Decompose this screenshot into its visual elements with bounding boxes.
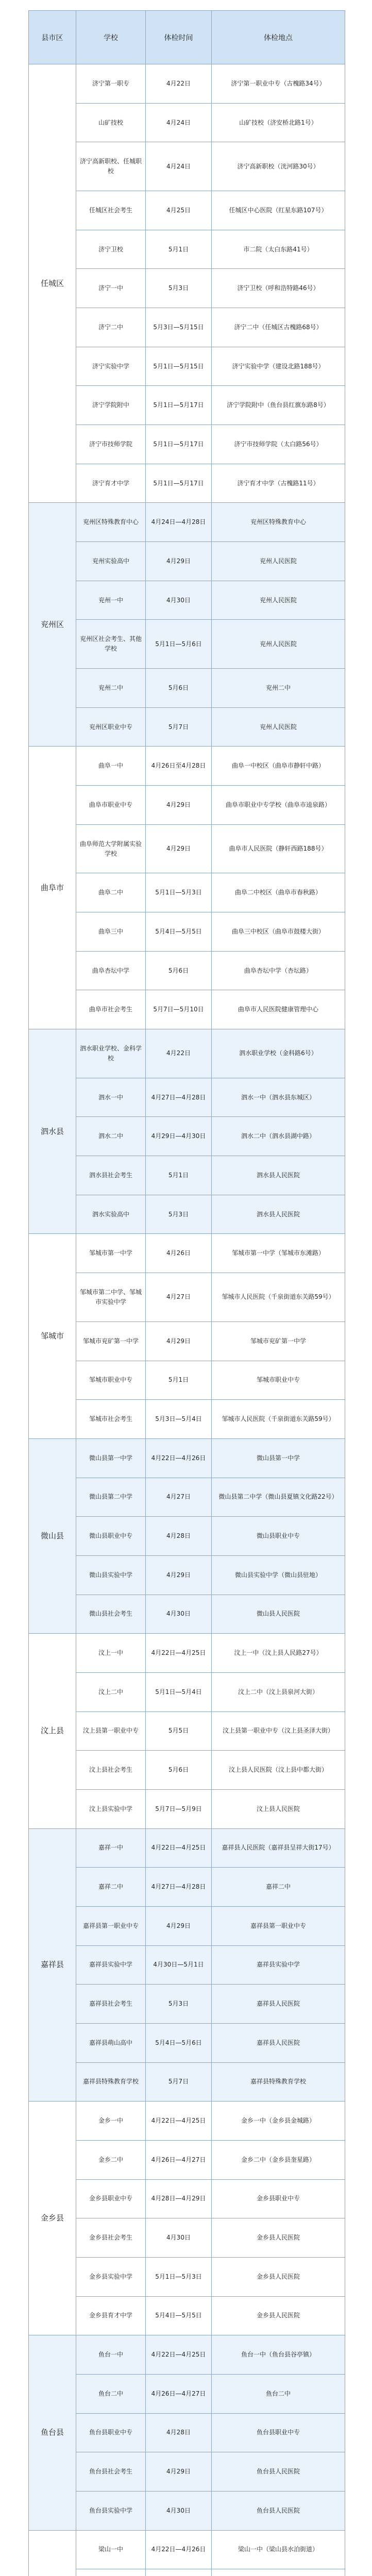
table-row <box>29 103 345 142</box>
district-group <box>29 1634 345 1828</box>
table-row <box>29 1985 345 2024</box>
date-cell: 4月22日—4月26日 <box>146 1438 212 1478</box>
location-cell: 兖州人民医院 <box>212 707 345 747</box>
exam-schedule-sheet <box>28 10 345 2576</box>
date-cell: 5月1日—5月3日 <box>146 2257 212 2296</box>
location-cell: 济宁实验中学（建设北路188号） <box>212 347 345 386</box>
date-cell: 4月22日 <box>146 64 212 104</box>
date-cell: 4月24日 <box>146 142 212 191</box>
table-row <box>29 1478 345 1517</box>
location-cell: 嘉祥县第一职业中专 <box>212 1906 345 1945</box>
location-cell: 鱼台一中（鱼台县谷亭镇） <box>212 2335 345 2375</box>
location-cell: 泗水县人民医院 <box>212 1156 345 1195</box>
school-cell: 汶上县第一职业中专 <box>76 1711 146 1751</box>
location-cell: 金乡县人民医院 <box>212 2257 345 2296</box>
school-cell: 兖州二中 <box>76 669 146 708</box>
location-cell: 济宁二中（任城区古槐路68号） <box>212 308 345 347</box>
school-cell: 梁山一中 <box>76 2530 146 2569</box>
date-cell: 5月7日—5月10日 <box>146 990 212 1029</box>
location-cell: 汶上二中（汶上县泉河大街） <box>212 1672 345 1711</box>
table-row <box>29 425 345 464</box>
table-row <box>29 1195 345 1234</box>
table-row <box>29 464 345 503</box>
school-cell: 汶上县实验中学 <box>76 1789 146 1828</box>
location-cell: 金乡二中（金乡县奎星路） <box>212 2140 345 2179</box>
school-cell: 嘉祥一中 <box>76 1828 146 1868</box>
table-row <box>29 2102 345 2141</box>
table-row <box>29 1400 345 1439</box>
date-cell: 5月5日 <box>146 1711 212 1751</box>
date-cell: 5月3日—5月15日 <box>146 308 212 347</box>
district-cell: 金乡县 <box>29 2102 76 2335</box>
location-cell: 嘉祥县人民医院（嘉祥县呈祥大街17号） <box>212 1828 345 1868</box>
school-cell: 济宁一中 <box>76 269 146 308</box>
school-cell: 泗水一中 <box>76 1078 146 1117</box>
date-cell: 5月7日 <box>146 2062 212 2102</box>
date-cell: 5月4日—5月5日 <box>146 912 212 952</box>
date-cell: 4月25日 <box>146 191 212 230</box>
date-cell: 5月1日—5月4日 <box>146 1672 212 1711</box>
table-row <box>29 1595 345 1634</box>
location-cell: 鱼台二中 <box>212 2374 345 2413</box>
table-row <box>29 542 345 581</box>
table-row <box>29 503 345 542</box>
school-cell: 邹城市职业中专 <box>76 1361 146 1400</box>
date-cell: 4月28日 <box>146 2413 212 2452</box>
date-cell: 5月3日 <box>146 1985 212 2024</box>
date-cell: 5月3日 <box>146 269 212 308</box>
location-cell: 微山县第二中学（微山县夏镇文化路22号） <box>212 1478 345 1517</box>
table-row <box>29 747 345 786</box>
location-cell: 梁山一中（梁山县水泊街道） <box>212 2530 345 2569</box>
location-cell <box>212 2569 345 2576</box>
table-row <box>29 142 345 191</box>
school-cell: 微山县社会考生 <box>76 1595 146 1634</box>
table-row <box>29 191 345 230</box>
date-cell: 5月7日—5月9日 <box>146 1789 212 1828</box>
school-cell <box>76 2569 146 2576</box>
date-cell: 4月28日 <box>146 1517 212 1556</box>
location-cell: 汶上县人民医院 <box>212 1789 345 1828</box>
date-cell: 4月29日 <box>146 542 212 581</box>
school-cell: 嘉祥县实验中学 <box>76 1945 146 1985</box>
table-row <box>29 873 345 912</box>
date-cell: 4月30日—5月1日 <box>146 1945 212 1985</box>
location-cell: 微山县实验中学（微山县驻地） <box>212 1555 345 1595</box>
school-cell: 济宁二中 <box>76 308 146 347</box>
school-cell: 泗水实验高中 <box>76 1195 146 1234</box>
location-cell: 金乡县职业中专 <box>212 2179 345 2218</box>
date-cell: 5月7日 <box>146 707 212 747</box>
table-row <box>29 2179 345 2218</box>
location-cell: 邹城市第一中学（邹城市东滩路） <box>212 1234 345 1273</box>
school-cell: 兖州一中 <box>76 581 146 620</box>
date-cell: 4月30日 <box>146 1595 212 1634</box>
school-cell: 汶上县社会考生 <box>76 1751 146 1790</box>
table-row <box>29 347 345 386</box>
table-row <box>29 1945 345 1985</box>
table-row <box>29 2335 345 2375</box>
table-row <box>29 386 345 425</box>
date-cell: 5月3日—5月4日 <box>146 1400 212 1439</box>
school-cell: 曲阜一中 <box>76 747 146 786</box>
school-cell: 邹城市第一中学 <box>76 1234 146 1273</box>
district-group <box>29 1438 345 1633</box>
district-group <box>29 1828 345 2102</box>
table-row <box>29 308 345 347</box>
school-cell: 山矿技校 <box>76 103 146 142</box>
location-cell: 微山县第一中学 <box>212 1438 345 1478</box>
school-cell: 曲阜二中 <box>76 873 146 912</box>
table-row <box>29 1672 345 1711</box>
table-row <box>29 620 345 669</box>
table-row <box>29 2413 345 2452</box>
date-cell: 4月26日—4月27日 <box>146 2374 212 2413</box>
table-row <box>29 912 345 952</box>
location-cell: 微山县人民医院 <box>212 1595 345 1634</box>
location-cell: 曲阜一中校区（曲阜市静轩中路） <box>212 747 345 786</box>
location-cell: 嘉祥县特殊教育学校 <box>212 2062 345 2102</box>
school-cell: 泗水县社会考生 <box>76 1156 146 1195</box>
location-cell: 鱼台县人民医院 <box>212 2491 345 2530</box>
location-cell: 金乡县人民医院 <box>212 2218 345 2258</box>
school-cell: 汶上一中 <box>76 1634 146 1673</box>
location-cell: 济宁卫校（呼和浩特路46号） <box>212 269 345 308</box>
location-cell: 嘉祥县人民医院 <box>212 2023 345 2062</box>
school-cell: 济宁市技师学院 <box>76 425 146 464</box>
district-cell: 泗水县 <box>29 1029 76 1234</box>
date-cell: 4月29日 <box>146 824 212 873</box>
school-cell: 泗水二中 <box>76 1117 146 1156</box>
date-cell: 5月1日 <box>146 1156 212 1195</box>
location-cell: 山矿技校（济安桥北路1号） <box>212 103 345 142</box>
school-cell: 嘉祥县社会考生 <box>76 1985 146 2024</box>
district-cell: 嘉祥县 <box>29 1828 76 2102</box>
district-cell: 微山县 <box>29 1438 76 1633</box>
location-cell: 济宁高新职校（洸河路30号） <box>212 142 345 191</box>
table-row <box>29 1711 345 1751</box>
school-cell: 济宁学院附中 <box>76 386 146 425</box>
date-cell: 5月1日—5月6日 <box>146 620 212 669</box>
table-row <box>29 2530 345 2569</box>
date-cell: 4月30日 <box>146 581 212 620</box>
location-cell: 曲阜市职业中专学校（曲阜市逵泉路） <box>212 786 345 825</box>
location-cell: 嘉祥县实验中学 <box>212 1945 345 1985</box>
school-cell: 嘉祥县特殊教育学校 <box>76 2062 146 2102</box>
table-row <box>29 2491 345 2530</box>
location-cell: 嘉祥县人民医院 <box>212 1985 345 2024</box>
table-row <box>29 2218 345 2258</box>
school-cell: 鱼台一中 <box>76 2335 146 2375</box>
district-cell: 任城区 <box>29 64 76 503</box>
location-cell: 泗水二中（泗水县湖中路） <box>212 1117 345 1156</box>
school-cell: 曲阜师范大学附属实验学校 <box>76 824 146 873</box>
date-cell: 5月1日—5月17日 <box>146 386 212 425</box>
location-cell: 曲阜市人民医院（静轩西路188号） <box>212 824 345 873</box>
table-row <box>29 1438 345 1478</box>
district-group <box>29 2335 345 2530</box>
school-cell: 金乡二中 <box>76 2140 146 2179</box>
location-cell: 济宁市技师学院（太白路56号） <box>212 425 345 464</box>
location-cell: 鱼台县人民医院 <box>212 2452 345 2492</box>
location-cell: 邹城市职业中专 <box>212 1361 345 1400</box>
date-cell: 4月27日—4月28日 <box>146 1868 212 1907</box>
location-cell: 任城区中心医院（红星东路107号） <box>212 191 345 230</box>
table-row <box>29 64 345 104</box>
location-cell: 嘉祥二中 <box>212 1868 345 1907</box>
district-group <box>29 503 345 747</box>
date-cell: 5月4日—5月5日 <box>146 2296 212 2335</box>
table-row <box>29 951 345 990</box>
table-row <box>29 230 345 269</box>
date-cell: 4月29日 <box>146 1906 212 1945</box>
school-cell: 鱼台二中 <box>76 2374 146 2413</box>
date-cell: 4月29日 <box>146 786 212 825</box>
table-row <box>29 1234 345 1273</box>
date-cell: 5月6日 <box>146 951 212 990</box>
school-cell: 邹城市社会考生 <box>76 1400 146 1439</box>
district-cell: 鱼台县 <box>29 2335 76 2530</box>
date-cell: 4月22日—4月26日 <box>146 2530 212 2569</box>
date-cell: 4月30日 <box>146 2218 212 2258</box>
location-cell: 鱼台县职业中专 <box>212 2413 345 2452</box>
school-cell: 微山县第二中学 <box>76 1478 146 1517</box>
date-cell: 4月24日—4月28日 <box>146 503 212 542</box>
table-row <box>29 2140 345 2179</box>
table-row <box>29 1361 345 1400</box>
district-group <box>29 1029 345 1234</box>
school-cell: 兖州区职业中专 <box>76 707 146 747</box>
table-row <box>29 1273 345 1322</box>
date-cell: 4月26日 <box>146 1234 212 1273</box>
table-row <box>29 707 345 747</box>
date-cell: 4月22日 <box>146 1029 212 1078</box>
location-cell: 金乡县人民医院 <box>212 2296 345 2335</box>
school-cell: 嘉祥县第一职业中专 <box>76 1906 146 1945</box>
date-cell: 4月24日 <box>146 103 212 142</box>
date-cell: 5月1日 <box>146 230 212 269</box>
location-cell: 曲阜杏坛中学（杏坛路） <box>212 951 345 990</box>
location-cell: 曲阜二中校区（曲阜市春秋路） <box>212 873 345 912</box>
district-group <box>29 64 345 503</box>
school-cell: 邹城市兖矿第一中学 <box>76 1321 146 1361</box>
school-cell: 嘉祥二中 <box>76 1868 146 1907</box>
location-cell: 兖州人民医院 <box>212 581 345 620</box>
date-cell: 4月27日 <box>146 1273 212 1322</box>
table-row <box>29 2569 345 2576</box>
location-cell: 市二院（太白东路41号） <box>212 230 345 269</box>
school-cell: 金乡县社会考生 <box>76 2218 146 2258</box>
school-cell: 曲阜杏坛中学 <box>76 951 146 990</box>
date-cell: 4月22日—4月25日 <box>146 1634 212 1673</box>
school-cell: 济宁高新职校、任城职校 <box>76 142 146 191</box>
date-cell <box>146 2569 212 2576</box>
district-group <box>29 1234 345 1438</box>
location-cell: 济宁第一职业中专（古槐路34号） <box>212 64 345 104</box>
school-cell: 济宁育才中学 <box>76 464 146 503</box>
table-row <box>29 2023 345 2062</box>
schedule-table <box>28 10 345 2576</box>
district-group <box>29 747 345 1029</box>
table-row <box>29 2062 345 2102</box>
table-row <box>29 990 345 1029</box>
location-cell: 邹城市兖矿第一中学 <box>212 1321 345 1361</box>
date-cell: 4月29日 <box>146 1321 212 1361</box>
date-cell: 5月1日—5月17日 <box>146 425 212 464</box>
date-cell: 5月1日—5月17日 <box>146 464 212 503</box>
table-row <box>29 1789 345 1828</box>
table-row <box>29 786 345 825</box>
school-cell: 金乡县实验中学 <box>76 2257 146 2296</box>
location-cell: 汶上县第一职业中专（汶上县圣泽大街） <box>212 1711 345 1751</box>
date-cell: 5月1日 <box>146 1361 212 1400</box>
date-cell: 4月29日—4月30日 <box>146 1117 212 1156</box>
district-cell <box>29 2530 76 2576</box>
header-school: 学校 <box>76 11 146 64</box>
school-cell: 金乡县育才中学 <box>76 2296 146 2335</box>
date-cell: 4月26日—4月27日 <box>146 2140 212 2179</box>
location-cell: 泗水职业学校（金科路6号） <box>212 1029 345 1078</box>
table-row <box>29 669 345 708</box>
table-row <box>29 1117 345 1156</box>
table-row <box>29 2374 345 2413</box>
district-cell: 汶上县 <box>29 1634 76 1828</box>
school-cell: 金乡一中 <box>76 2102 146 2141</box>
location-cell: 泗水一中（泗水县东城区） <box>212 1078 345 1117</box>
school-cell: 嘉祥县萌山高中 <box>76 2023 146 2062</box>
school-cell: 邹城市第二中学、邹城市实验中学 <box>76 1273 146 1322</box>
school-cell: 兖州实验高中 <box>76 542 146 581</box>
school-cell: 微山县职业中专 <box>76 1517 146 1556</box>
location-cell: 兖州二中 <box>212 669 345 708</box>
location-cell: 兖州人民医院 <box>212 542 345 581</box>
table-row <box>29 2452 345 2492</box>
location-cell: 泗水县人民医院 <box>212 1195 345 1234</box>
district-cell: 兖州区 <box>29 503 76 747</box>
school-cell: 汶上二中 <box>76 1672 146 1711</box>
header-row <box>29 11 345 64</box>
school-cell: 鱼台县社会考生 <box>76 2452 146 2492</box>
school-cell: 金乡县职业中专 <box>76 2179 146 2218</box>
table-row <box>29 824 345 873</box>
date-cell: 5月1日—5月3日 <box>146 873 212 912</box>
table-row <box>29 581 345 620</box>
date-cell: 4月27日 <box>146 1478 212 1517</box>
table-row <box>29 269 345 308</box>
date-cell: 4月29日 <box>146 1555 212 1595</box>
table-row <box>29 1156 345 1195</box>
location-cell: 微山县职业中专 <box>212 1517 345 1556</box>
school-cell: 曲阜市社会考生 <box>76 990 146 1029</box>
header-location: 体检地点 <box>212 11 345 64</box>
location-cell: 曲阜市人民医院健康管理中心 <box>212 990 345 1029</box>
date-cell: 4月22日—4月25日 <box>146 1828 212 1868</box>
date-cell: 5月1日—5月15日 <box>146 347 212 386</box>
location-cell: 曲阜三中校区（曲阜市鼓楼大街） <box>212 912 345 952</box>
header-district: 县市区 <box>29 11 76 64</box>
date-cell: 4月27日—4月28日 <box>146 1078 212 1117</box>
location-cell: 金乡一中（金乡县金城路） <box>212 2102 345 2141</box>
date-cell: 4月22日—4月25日 <box>146 2335 212 2375</box>
location-cell: 邹城市人民医院（千泉街道东关路59号） <box>212 1400 345 1439</box>
table-row <box>29 1751 345 1790</box>
table-row <box>29 1029 345 1078</box>
table-row <box>29 2296 345 2335</box>
date-cell: 4月22日—4月25日 <box>146 2102 212 2141</box>
location-cell: 邹城市人民医院（千泉街道东关路59号） <box>212 1273 345 1322</box>
date-cell: 5月4日—5月6日 <box>146 2023 212 2062</box>
location-cell: 兖州区特殊教育中心 <box>212 503 345 542</box>
table-row <box>29 1555 345 1595</box>
school-cell: 微山县实验中学 <box>76 1555 146 1595</box>
school-cell: 济宁实验中学 <box>76 347 146 386</box>
school-cell: 兖州区社会考生、其他学校 <box>76 620 146 669</box>
district-cell: 曲阜市 <box>29 747 76 1029</box>
location-cell: 济宁育才中学（古槐路11号） <box>212 464 345 503</box>
school-cell: 微山县第一中学 <box>76 1438 146 1478</box>
school-cell: 任城区社会考生 <box>76 191 146 230</box>
school-cell: 济宁卫校 <box>76 230 146 269</box>
table-row <box>29 1078 345 1117</box>
district-group <box>29 2102 345 2335</box>
table-row <box>29 1321 345 1361</box>
date-cell: 4月29日 <box>146 2452 212 2492</box>
location-cell: 汶上县人民医院（汶上县中都大街） <box>212 1751 345 1790</box>
date-cell: 4月28日—4月29日 <box>146 2179 212 2218</box>
location-cell: 兖州人民医院 <box>212 620 345 669</box>
table-row <box>29 1634 345 1673</box>
district-group <box>29 2530 345 2576</box>
table-row <box>29 1517 345 1556</box>
header-date: 体检时间 <box>146 11 212 64</box>
date-cell: 5月3日 <box>146 1195 212 1234</box>
date-cell: 5月6日 <box>146 669 212 708</box>
school-cell: 济宁第一职专 <box>76 64 146 104</box>
date-cell: 4月26日至4月28日 <box>146 747 212 786</box>
school-cell: 鱼台县职业中专 <box>76 2413 146 2452</box>
table-row <box>29 1828 345 1868</box>
location-cell: 汶上一中（汶上县人民路27号） <box>212 1634 345 1673</box>
school-cell: 泗水职业学校、金科学校 <box>76 1029 146 1078</box>
school-cell: 鱼台县实验中学 <box>76 2491 146 2530</box>
table-row <box>29 1906 345 1945</box>
school-cell: 曲阜三中 <box>76 912 146 952</box>
date-cell: 4月30日 <box>146 2491 212 2530</box>
school-cell: 兖州区特殊教育中心 <box>76 503 146 542</box>
location-cell: 济宁学院附中（鱼台县红旗东路8号） <box>212 386 345 425</box>
table-row <box>29 2257 345 2296</box>
date-cell: 5月6日 <box>146 1751 212 1790</box>
district-cell: 邹城市 <box>29 1234 76 1438</box>
table-row <box>29 1868 345 1907</box>
school-cell: 曲阜市职业中专 <box>76 786 146 825</box>
